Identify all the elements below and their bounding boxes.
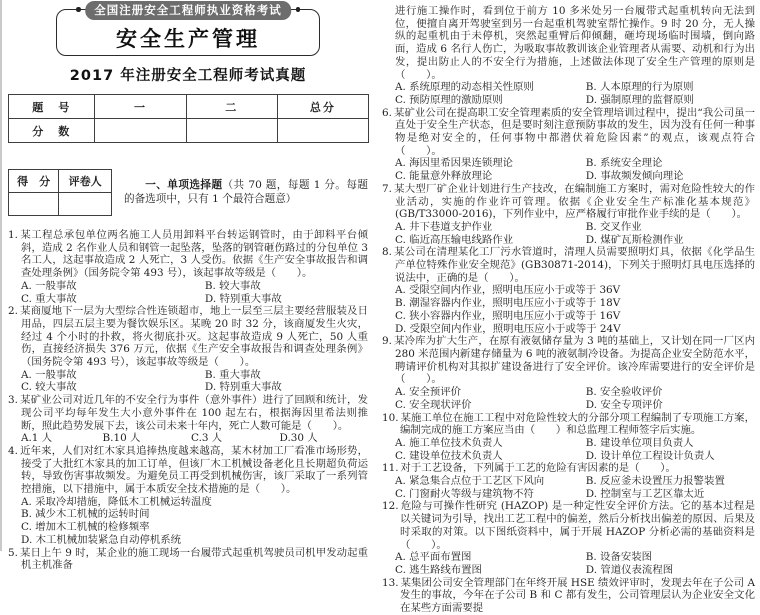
option-item: A. 一般事故: [21, 368, 77, 381]
options-row: [382, 284, 755, 335]
option-item: D. 事故频发倾向理论: [585, 170, 684, 183]
option-item: D. 受限空间内作业，照明电压应小于或等于 24V: [395, 322, 621, 335]
question-text: [382, 412, 755, 437]
option-item: A. 施工单位技术负责人: [395, 436, 503, 449]
grader-person-label: 评卷人: [59, 170, 112, 193]
question-number: 8.: [382, 246, 392, 259]
badge-dot-left-icon: [76, 7, 81, 12]
question-number: 1.: [8, 229, 18, 241]
question-item: [382, 462, 755, 500]
question-body: 某公司在清理某化工厂污水管道时，清理人员需要照明灯具，依据《化学品生产单位特殊作业安全规范》(GB30871-2014)，下列关于照明灯具电压选择的说法中，正确的是（ ）。: [393, 246, 755, 284]
option-item: D. 管道仪表流程图: [585, 563, 674, 576]
score-row-label: 分 数: [9, 119, 95, 143]
question-text: [8, 547, 368, 572]
question-body: 某集团公司安全管理部门在年终开展 HSE 绩效评审时，发现去年在子公司 A 发生的事故，今年在子公司 B 和 C 都有发生，公司管理层认为企业安全文化在某些方面需要提: [400, 576, 755, 615]
option-item: C. 安全现状评价: [395, 398, 472, 411]
question-body: 某日上午 9 时，某企业的施工现场一台履带式起重机驾驶员司机甲发动起重机主机准备: [19, 546, 368, 572]
question-text: [382, 5, 755, 81]
option-item: D. 强制原理的监督原则: [585, 93, 694, 106]
score-col-1: 一: [95, 95, 186, 119]
option-item: D. 设计单位工程设计负责人: [585, 449, 715, 462]
score-corner-label: 题 号: [9, 95, 95, 119]
score-cell-empty: [277, 119, 368, 143]
grader-value-row: [9, 193, 112, 216]
options-row: [382, 157, 755, 182]
question-number: 4.: [8, 444, 18, 457]
option-item: D. 煤矿瓦斯检测作业: [585, 233, 684, 246]
option-item: B. 安全验收评价: [585, 386, 663, 399]
question-text: [8, 394, 368, 432]
question-number: 11.: [382, 462, 399, 475]
option-item: C. 逃生路线布置图: [395, 563, 482, 576]
question-number: 12.: [382, 500, 399, 513]
exam-header-badge: [56, 3, 320, 56]
option-item: C.3 人: [191, 432, 223, 445]
question-item: [382, 500, 755, 576]
question-text: [382, 183, 755, 221]
options-row: [8, 369, 368, 394]
option-item: A. 海因里希因果连锁理论: [395, 157, 514, 170]
score-cell-empty: [95, 119, 186, 143]
question-list-left: [8, 229, 368, 572]
question-text: [382, 335, 755, 386]
options-row: [382, 81, 755, 106]
question-item: [8, 547, 368, 572]
option-item: A. 系统原理的动态相关性原则: [395, 81, 534, 94]
score-value-row: [9, 119, 369, 143]
question-body: 进行施工操作时，看到位于前方 10 多米处另一台履带式起重机转向无法到位，便擅自离开驾驶室到另一台起重机驾驶室帮忙操作。9 时 20 分，无人操纵的起重机由于未停机，突然起重臂后仰倾翻，砸垮现场临时围墙，倒向路面，造成 6 名行人伤亡，为吸取事故教训该企业管理者从需要、动机和行为出发，提出防止人的不安全行为措施，上述做法体现了安全生产管理的原则是（ ）。: [395, 5, 755, 81]
options-row: [8, 280, 368, 305]
question-body: 某矿业公司对近几年的不安全行为事件（意外事件）进行了回顾和统计，发现公司平均每年发生大小意外事件在 100 起左右，根据海因里希法则推断，照此趋势发展下去，该公司未来十年内，死亡人数可能是（ ）。: [19, 394, 368, 432]
option-item: D. 特别重大事故: [204, 381, 282, 394]
option-item: A. 安全预评价: [395, 386, 462, 399]
score-summary-table: [8, 94, 369, 143]
option-item: C. 狭小容器内作业，照明电压应小于或等于 16V: [395, 309, 621, 322]
option-item: D. 木工机械加装紧急自动停机系统: [21, 533, 182, 546]
question-text: [382, 500, 755, 551]
question-text: [8, 305, 368, 369]
question-body: 某商厦地下一层为大型综合性连锁超市，地上一层至三层主要经营服装及日用品，四层五层主要为餐饮娱乐区。某晚 20 时 32 分，该商厦发生火灾，经过 4 个小时的扑救，将火彻底扑灭。这起事故造成 9 人死亡，50 人重伤，直接经济损失 376 万元，依据《生产安全事故报告和调查处理条例》（国务院令第 493 号），该起事故等级是（ ）。: [19, 305, 368, 369]
question-item: [382, 5, 755, 107]
grader-cell-empty: [9, 193, 59, 216]
question-item: [8, 305, 368, 394]
option-item: B.10 人: [102, 432, 141, 445]
option-item: A. 受限空间内作业，照明电压应小于或等于 36V: [395, 284, 621, 297]
page-title: 2017 年注册安全工程师考试真题: [69, 68, 307, 84]
option-item: D.30 人: [279, 432, 318, 445]
question-item: [382, 412, 755, 463]
option-item: D. 特别重大事故: [204, 292, 282, 305]
question-text: [382, 462, 755, 475]
option-item: A. 一般事故: [21, 279, 77, 292]
score-cell-empty: [186, 119, 277, 143]
option-item: A. 井下巷道支护作业: [395, 220, 493, 233]
options-row: [382, 437, 755, 462]
section-heading: [124, 178, 368, 206]
question-item: [382, 107, 755, 183]
options-row: [8, 496, 368, 547]
score-col-total: 总分: [277, 95, 368, 119]
question-number: 3.: [8, 394, 18, 407]
option-item: B. 重大事故: [204, 368, 261, 381]
question-body: 某工程总承包单位两名施工人员用卸料平台转运钢管时，由于卸料平台倾斜，造成 2 名作业人员和钢管一起坠落，坠落的钢管砸伤路过的分包单位 3 名工人，这起事故造成 2 人死亡，3 人受伤。依据《生产安全事故报告和调查处理条例》（国务院令第 493 号），该起事故等级是（ ）。: [19, 229, 368, 280]
question-body: 某冷库为扩大生产，在原有液氨储存量为 3 吨的基础上，又计划在同一厂区内 280 米范围内新建存储量为 6 吨的液氨制冷设备。为提高企业安全防范水平，聘请评价机构对其拟扩建设备进行了安全评价。该冷库需要进行的安全评价是（ ）。: [393, 335, 755, 386]
question-number: 5.: [8, 546, 18, 559]
left-column: [0, 0, 372, 572]
question-text: [8, 445, 368, 496]
option-item: D. 安全专项评价: [585, 398, 663, 411]
option-item: B. 潮湿容器内作业，照明电压应小于或等于 18V: [395, 297, 621, 310]
score-col-2: 二: [186, 95, 277, 119]
question-number: 9.: [382, 335, 392, 348]
section-title: 一、单项选择题: [145, 179, 223, 191]
option-item: B. 建设单位项目负责人: [585, 436, 694, 449]
options-row: [382, 475, 755, 500]
question-body: 某施工单位在施工工程中对危险性较大的分部分项工程编制了专项施工方案，编制完成的施工方案应当由（ ）和总监理工程师签字后实施。: [400, 411, 755, 437]
question-text: [382, 577, 755, 615]
option-item: B. 系统安全理论: [585, 157, 663, 170]
question-number: 10.: [382, 411, 399, 424]
question-item: [382, 335, 755, 411]
option-item: C. 预防原理的激励原则: [395, 93, 503, 106]
options-row: [382, 221, 755, 246]
score-header-row: [9, 95, 369, 119]
option-item: C. 建设单位技术负责人: [395, 449, 503, 462]
option-item: A.1 人: [21, 432, 53, 445]
option-item: C. 能量意外释放理论: [395, 170, 493, 183]
question-number: 7.: [382, 182, 392, 195]
question-body: 危险与可操作性研究 (HAZOP) 是一种定性安全评价方法。它的基本过程是以关键词为引导，找出工艺工程中的偏差，然后分析找出偏差的原因、后果及时采取的对策。以下图纸资料中，属于开展 HAZOP 分析必需的基础资料是（ ）。: [400, 500, 755, 551]
right-column: [372, 0, 760, 615]
grader-score-label: 得 分: [9, 170, 59, 193]
grader-header-row: [9, 170, 112, 193]
grader-section-row: [8, 169, 368, 216]
question-body: 某矿业公司在提高职工安全管理素质的安全管理培训过程中，提出“我公司虽一直处于安全生产状态，但是要时刻注意预防事故的发生，因为没有任何一种事物是绝对安全的，任何事物中都潜伏着危险因素”的观点，该观点符合（ ）。: [393, 106, 755, 157]
question-item: [8, 229, 368, 305]
option-item: B. 反应釜未设置压力报警装置: [585, 475, 725, 488]
option-item: B. 减少木工机械的运转时间: [21, 508, 150, 521]
question-list-right: [382, 5, 755, 615]
option-item: D. 控制室与工艺区靠太近: [585, 487, 705, 500]
question-item: [8, 445, 368, 547]
option-item: C. 重大事故: [21, 292, 77, 305]
options-row: [382, 551, 755, 576]
question-item: [382, 577, 755, 615]
option-item: B. 人本原理的行为原则: [585, 81, 694, 94]
question-item: [382, 246, 755, 335]
option-item: C. 增加木工机械的检修频率: [21, 521, 150, 534]
question-number: 2.: [8, 305, 18, 318]
subject-title: 安全生产管理: [116, 26, 260, 51]
question-number: 6.: [382, 106, 392, 119]
question-item: [382, 183, 755, 247]
grader-score-table: [8, 169, 112, 216]
option-item: A. 总平面布置图: [395, 551, 472, 564]
question-body: 某大型厂矿企业计划进行生产技改，在编制施工方案时，需对危险性较大的作业活动，实施的作业许可管理。依据《企业安全生产标准化基本规范》(GB/T33000-2016)，下列作业中，应严格履行审批作业手续的是（ ）。: [393, 182, 755, 221]
question-item: [8, 394, 368, 445]
question-number: 13.: [382, 576, 399, 589]
option-item: B. 较大事故: [204, 279, 261, 292]
question-body: 近年来，人们对红木家具追捧热度越来越高，某木材加工厂看准市场形势，接受了大批红木家具的加工订单，但该厂木工机械设备老化且长期超负荷运转，导致伤害事故频发。为避免员工再受到机械伤害，该厂采取了一系列管控措施，以下措施中，属于本质安全技术措施的是（ ）。: [19, 444, 368, 496]
options-row: [8, 432, 368, 445]
option-item: A. 紧急集合点位于工艺区下风向: [395, 475, 545, 488]
question-text: [8, 229, 368, 280]
badge-dot-right-icon: [296, 7, 301, 12]
exam-type-pill: 全国注册安全工程师执业资格考试: [85, 1, 291, 20]
option-item: B. 交叉作业: [585, 220, 642, 233]
option-item: C. 临近高压输电线路作业: [395, 233, 514, 246]
question-text: [382, 107, 755, 158]
section-note: （共 70 题，每题 1 分。每题的备选项中，只有 1 个最符合题意）: [124, 179, 368, 205]
option-item: A. 采取冷却措施，降低木工机械运转温度: [21, 495, 212, 508]
grader-cell-empty: [59, 193, 112, 216]
option-item: B. 设备安装图: [585, 551, 652, 564]
question-text: [382, 246, 755, 284]
question-body: 对于工艺设备，下列属于工艺的危险有害因素的是（ ）。: [400, 462, 676, 475]
option-item: C. 门窗耐火等级与建筑物不符: [395, 487, 534, 500]
option-item: C. 较大事故: [21, 381, 77, 394]
options-row: [382, 386, 755, 411]
